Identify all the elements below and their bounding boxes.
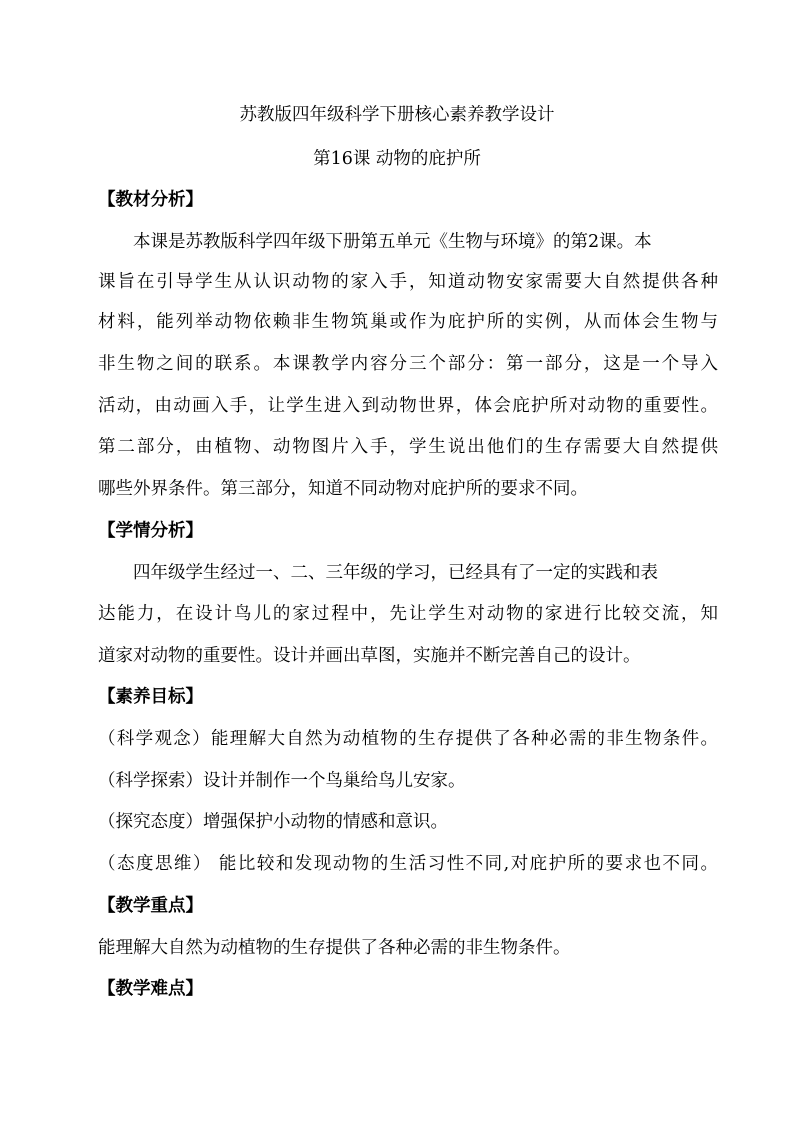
paragraph-line: 四年级学生经过一、二、三年级的学习，已经具有了一定的实践和表: [133, 563, 658, 583]
paragraph-line: 第二部分，由植物、动物图片入手，学生说出他们的生存需要大自然提供: [98, 437, 718, 457]
paragraph-line: 课旨在引导学生从认识动物的家入手，知道动物安家需要大自然提供各种: [98, 272, 718, 292]
lesson-subtitle: 第16课 动物的庇护所: [313, 149, 481, 169]
paragraph-line: 非生物之间的联系。本课教学内容分三个部分：第一部分，这是一个导入: [98, 354, 718, 374]
section-heading-goals: 【素养目标】: [98, 687, 203, 707]
key-point-text: 能理解大自然为动植物的生存提供了各种必需的非生物条件。: [98, 938, 571, 958]
document-title: 苏教版四年级科学下册核心素养教学设计: [239, 105, 555, 125]
section-heading-textbook-analysis: 【教材分析】: [98, 190, 203, 210]
paragraph-line: 哪些外界条件。第三部分，知道不同动物对庇护所的要求不同。: [98, 479, 588, 499]
goal-item: （科学观念）能理解大自然为动植物的生存提供了各种必需的非生物条件。: [98, 729, 718, 749]
paragraph-line: 道家对动物的重要性。设计并画出草图，实施并不断完善自己的设计。: [98, 646, 641, 666]
goal-item: （态度思维） 能比较和发现动物的生活习性不同,对庇护所的要求也不同。: [98, 854, 718, 874]
paragraph-line: 活动，由动画入手，让学生进入到动物世界，体会庇护所对动物的重要性。: [98, 396, 718, 416]
goal-item: （科学探索）设计并制作一个鸟巢给鸟儿安家。: [98, 771, 466, 791]
paragraph-line: 达能力，在设计鸟儿的家过程中，先让学生对动物的家进行比较交流，知: [98, 604, 718, 624]
section-heading-key-points: 【教学重点】: [98, 896, 203, 916]
paragraph-line: 材料，能列举动物依赖非生物筑巢或作为庇护所的实例，从而体会生物与: [98, 312, 718, 332]
section-heading-student-analysis: 【学情分析】: [98, 521, 203, 541]
section-heading-difficulties: 【教学难点】: [98, 979, 203, 999]
paragraph-line: 本课是苏教版科学四年级下册第五单元《生物与环境》的第2课。本: [133, 232, 652, 252]
goal-item: （探究态度）增强保护小动物的情感和意识。: [98, 812, 448, 832]
